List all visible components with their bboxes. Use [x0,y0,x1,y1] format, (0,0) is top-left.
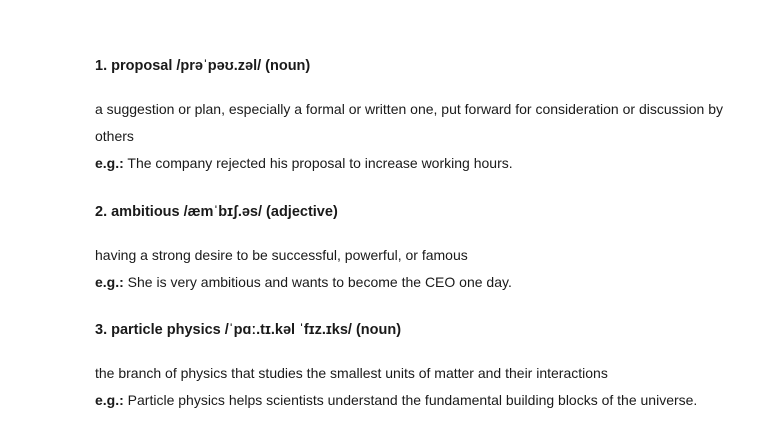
entry-definition: the branch of physics that studies the smallest units of matter and their interactions [95,365,608,381]
example-text: She is very ambitious and wants to become the CEO one day. [123,274,512,290]
vocabulary-entry [95,56,755,177]
example-text: The company rejected his proposal to increase working hours. [123,155,513,171]
example-text: Particle physics helps scientists understand the fundamental building blocks of the universe. [123,392,698,408]
vocabulary-entry [95,202,755,296]
entry-example [95,150,755,177]
entry-term: 3. particle physics /ˈpɑː.tɪ.kəl ˈfɪz.ɪks/ (noun) [95,322,402,338]
entry-term: 2. ambitious /æmˈbɪʃ.əs/ (adjective) [95,204,338,220]
example-label: e.g.: [95,155,124,171]
example-label: e.g.: [95,392,124,408]
entry-example [95,387,755,414]
entry-definition: a suggestion or plan, especially a formal or written one, put forward for consideration or discussion by others [95,101,723,144]
example-label: e.g.: [95,274,124,290]
entry-term: 1. proposal /prəˈpəʊ.zəl/ (noun) [95,58,311,74]
entry-definition: having a strong desire to be successful, powerful, or famous [95,247,468,263]
vocabulary-entry [95,320,755,414]
entry-example [95,269,755,296]
